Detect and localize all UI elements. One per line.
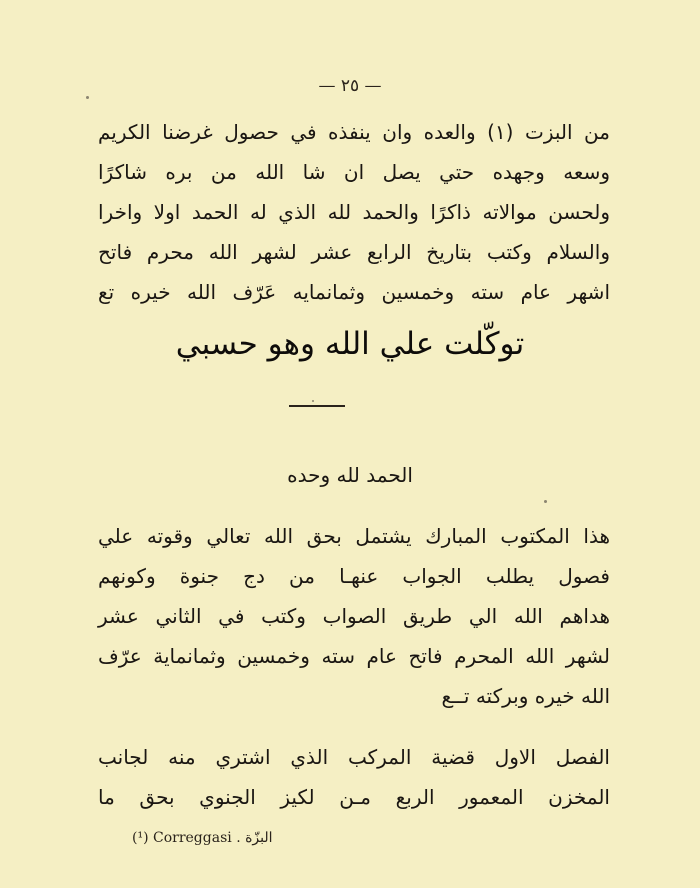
page-number: — ٢٥ — <box>318 76 382 96</box>
paper-speck <box>312 400 314 402</box>
text-line: المخزن المعمور الربع مـن لكيز الجنوي بحق ما <box>98 785 610 809</box>
section-divider <box>289 405 345 407</box>
text-line: والسلام وكتب بتاريخ الرابع عشر لشهر الله محرم فاتح <box>98 240 610 264</box>
text-line: ولحسن موالاته ذاكرًا والحمد لله الذي له الحمد اولا واخرا <box>98 200 610 224</box>
text-line: الله خيره وبركته تــع <box>441 684 610 708</box>
text-line: لشهر الله المحرم فاتح عام سته وخمسين وثمانماية عرّف <box>98 644 610 668</box>
text-line: هذا المكتوب المبارك يشتمل بحق الله تعالي وقوته علي <box>98 524 610 548</box>
paragraph-2 <box>98 526 610 726</box>
section-heading: الحمد لله وحده <box>287 463 413 487</box>
footnote <box>132 830 273 846</box>
paragraph-1 <box>98 122 610 322</box>
footnote-marker: (¹) Correggasi <box>132 830 232 846</box>
paper-speck <box>86 96 89 99</box>
footnote-arabic: البزّة . <box>236 830 273 846</box>
text-line: هداهم الله الي طريق الصواب وكتب في الثاني عشر <box>98 604 610 628</box>
text-line: وسعه وجهده حتي يصل ان شا الله من بره شاكرًا <box>98 160 610 184</box>
text-line: فصول يطلب الجواب عنهـا من دج جنوة وكونهم <box>98 564 610 588</box>
paragraph-3 <box>98 747 610 827</box>
text-line: اشهر عام سته وخمسين وثمانمايه عَرّف الله خيره تع <box>98 280 610 304</box>
text-line: من البزت (١) والعده وان ينفذه في حصول غرضنا الكريم <box>98 120 610 144</box>
text-line: الفصل الاول قضية المركب الذي اشتري منه لجانب <box>98 745 610 769</box>
invocation-title: توكّلت علي الله وهو حسبي <box>175 326 525 362</box>
paper-speck <box>544 500 547 503</box>
